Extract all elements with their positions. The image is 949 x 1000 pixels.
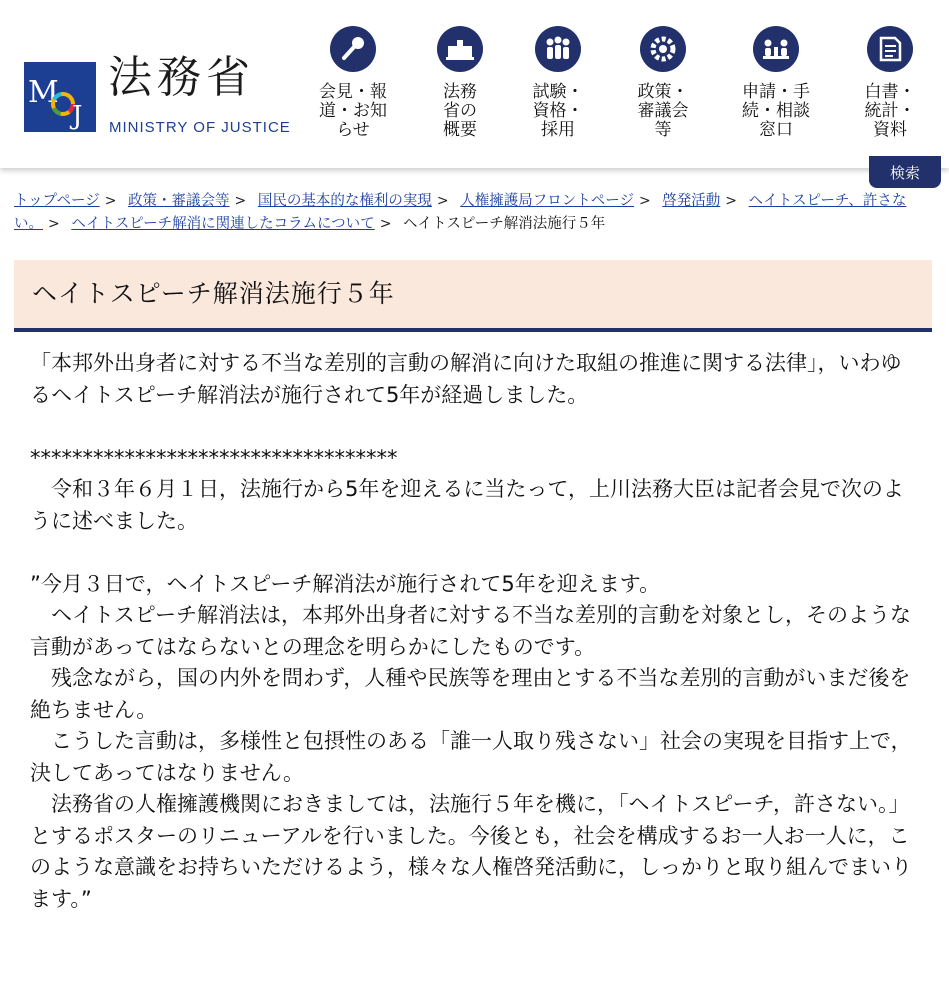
- breadcrumb-separator: >: [104, 193, 117, 209]
- microphone-icon: [330, 26, 376, 72]
- nav-about[interactable]: [410, 26, 510, 140]
- breadcrumb-link-policy[interactable]: 政策・審議会等: [128, 193, 230, 209]
- nav-label-about: 法務 省の 概要: [443, 82, 477, 140]
- spacer: [30, 411, 920, 443]
- site-title[interactable]: 法務省: [108, 52, 255, 103]
- breadcrumb-separator: >: [48, 216, 60, 232]
- building-icon: [437, 26, 483, 72]
- article-body: [30, 348, 920, 915]
- site-header: [0, 0, 949, 168]
- nav-label-applications: 申請・手 続・相談 窓口: [742, 82, 810, 140]
- nav-policy[interactable]: [613, 26, 713, 140]
- breadcrumb-separator: >: [234, 193, 247, 209]
- people-icon: [535, 26, 581, 72]
- moj-logo[interactable]: [24, 62, 96, 132]
- breadcrumb-link-human-rights-bureau[interactable]: 人権擁護局フロントページ: [460, 193, 634, 209]
- breadcrumb-separator: >: [379, 216, 392, 232]
- breadcrumb-separator: >: [638, 193, 651, 209]
- nav-press[interactable]: [303, 26, 403, 140]
- gear-icon: [640, 26, 686, 72]
- statement-paragraph: 令和３年６月１日，法施行から5年を迎えるに当たって，上川法務大臣は記者会見で次のように述べました。: [30, 477, 904, 533]
- breadcrumb-separator: >: [436, 193, 449, 209]
- quote-paragraph-5: 法務省の人権擁護機関におきましては，法施行５年を機に，「ヘイトスピーチ，許さない。」とするポスターのリニューアルを行いました。今後とも，社会を構成するお一人お一人に，このような意識をお持ちいただけるよう，様々な人権啓発活動に，しっかりと取り組んでまいります。”: [30, 792, 912, 911]
- divider-line: ***********************************: [30, 445, 398, 470]
- svg-text:M: M: [28, 75, 59, 110]
- spacer: [30, 537, 920, 569]
- nav-label-exams: 試験・ 資格・ 採用: [532, 82, 584, 140]
- svg-text:J: J: [72, 101, 83, 131]
- nav-label-publications: 白書・ 統計・ 資料: [864, 82, 916, 140]
- nav-exams[interactable]: [508, 26, 608, 140]
- breadcrumb-separator: >: [725, 193, 738, 209]
- nav-publications[interactable]: [840, 26, 940, 140]
- nav-applications[interactable]: [726, 26, 826, 140]
- breadcrumb-current: ヘイトスピーチ解消法施行５年: [403, 216, 606, 232]
- breadcrumb-link-columns[interactable]: ヘイトスピーチ解消に関連したコラムについて: [71, 216, 375, 232]
- breadcrumb-link-top[interactable]: トップページ: [14, 193, 100, 209]
- document-icon: [867, 26, 913, 72]
- search-button[interactable]: 検索: [869, 156, 941, 188]
- consultation-icon: [753, 26, 799, 72]
- quote-paragraph-1: ”今月３日で，ヘイトスピーチ解消法が施行されて5年を迎えます。: [30, 571, 661, 596]
- intro-paragraph: 「本邦外出身者に対する不当な差別的言動の解消に向けた取組の推進に関する法律」，いわゆるヘイトスピーチ解消法が施行されて5年が経過しました。: [30, 351, 902, 407]
- nav-label-policy: 政策・ 審議会 等: [637, 82, 689, 140]
- nav-label-press: 会見・報 道・お知 らせ: [319, 82, 387, 140]
- breadcrumb-link-awareness[interactable]: 啓発活動: [662, 193, 721, 209]
- quote-paragraph-2: ヘイトスピーチ解消法は，本邦外出身者に対する不当な差別的言動を対象とし，そのような言動があってはならないとの理念を明らかにしたものです。: [30, 603, 911, 659]
- page-title: ヘイトスピーチ解消法施行５年: [14, 260, 932, 332]
- breadcrumb-link-hate-speech[interactable]: ヘイトスピーチ、許さない。: [14, 193, 907, 232]
- site-subtitle: MINISTRY OF JUSTICE: [109, 119, 291, 136]
- quote-paragraph-3: 残念ながら，国の内外を問わず，人種や民族等を理由とする不当な差別的言動がいまだ後を絶ちません。: [30, 666, 911, 722]
- breadcrumb: [14, 190, 934, 236]
- quote-paragraph-4: こうした言動は，多様性と包摂性のある「誰一人取り残さない」社会の実現を目指す上で，決してあってはなりません。: [30, 729, 912, 785]
- breadcrumb-link-rights[interactable]: 国民の基本的な権利の実現: [257, 193, 432, 209]
